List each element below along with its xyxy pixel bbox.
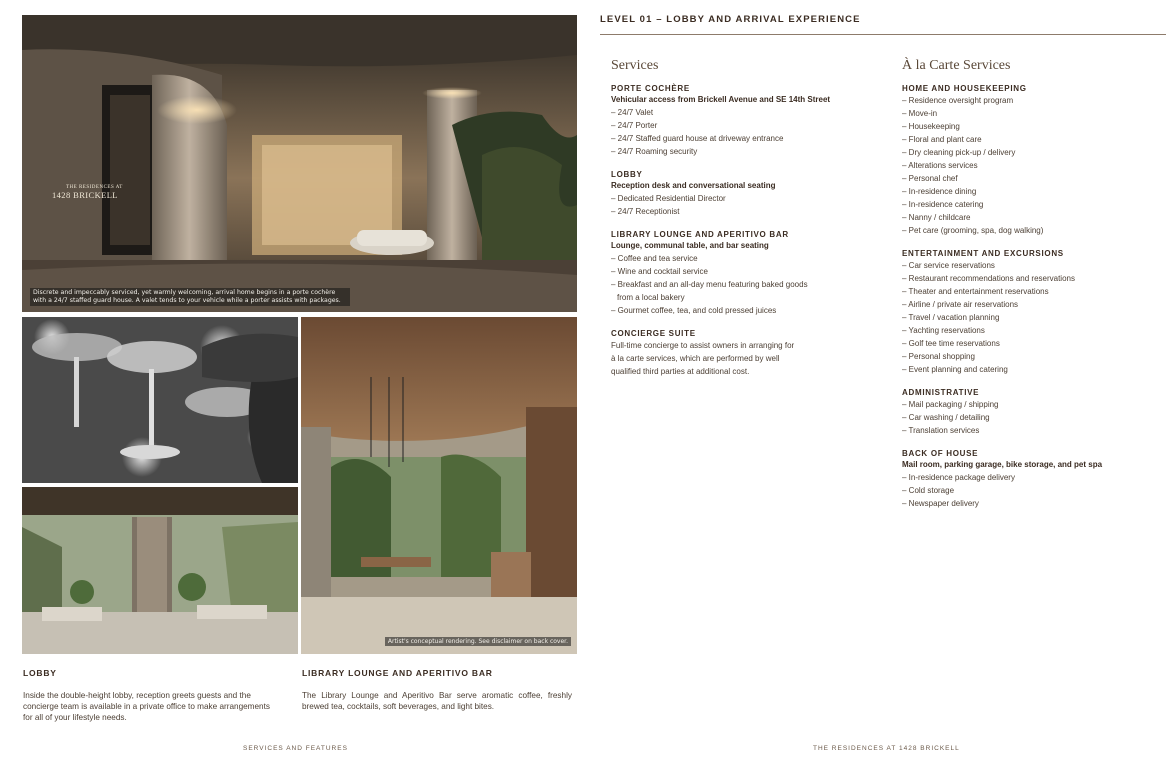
list-item: – Residence oversight program [902,96,1014,105]
lobby-photo [22,487,298,654]
concierge-line: Full-time concierge to assist owners in arranging for [611,341,795,350]
list-item: – 24/7 Porter [611,121,658,130]
alacarte-section [902,83,1164,237]
section-subtitle: Vehicular access from Brickell Avenue and SE 14th Street [611,95,831,104]
list-item: – 24/7 Roaming security [611,147,698,156]
list-item: – Housekeeping [902,122,960,131]
concierge-line: qualified third parties at additional cost. [611,367,750,376]
building-sign [52,185,123,200]
list-item: – Event planning and catering [902,365,1008,374]
lobby-caption-title: LOBBY [23,668,57,678]
section-title: ENTERTAINMENT AND EXCURSIONS [902,249,1064,258]
hero-caption: Discrete and impeccably serviced, yet warmly welcoming, arrival home begins in a porte cochère with a 24/7 staffed guard house. A valet tends to your vehicle while a porter assists with packages. [30,288,350,306]
list-item: – Alterations services [902,161,978,170]
list-item: – Personal chef [902,174,958,183]
section-title: LIBRARY LOUNGE AND APERITIVO BAR [611,230,789,239]
section-title: HOME AND HOUSEKEEPING [902,84,1027,93]
porte-cochere-photo [22,15,577,312]
section-subtitle: Reception desk and conversational seating [611,181,776,190]
list-item: – Car service reservations [902,261,995,270]
services-column [611,58,881,389]
list-item: – Breakfast and an all-day menu featuring baked goods [611,280,808,289]
section-title: BACK OF HOUSE [902,449,979,458]
section-title: PORTE COCHÈRE [611,84,690,93]
section-title: CONCIERGE SUITE [611,329,696,338]
title-divider [600,34,1166,35]
list-item: – 24/7 Valet [611,108,654,117]
list-item: – In-residence dining [902,187,977,196]
service-section [611,229,881,317]
list-item: – In-residence catering [902,200,984,209]
list-item: – Personal shopping [902,352,975,361]
section-title: LOBBY [611,170,643,179]
library-caption-title: LIBRARY LOUNGE AND APERITIVO BAR [302,668,493,678]
list-item: – Dry cleaning pick-up / delivery [902,148,1016,157]
list-item: – 24/7 Receptionist [611,207,680,216]
list-item: – Move-in [902,109,938,118]
list-item: – Restaurant recommendations and reservations [902,274,1075,283]
alacarte-section [902,448,1164,510]
list-item: – Coffee and tea service [611,254,698,263]
alacarte-column [902,58,1164,521]
page-title: LEVEL 01 – LOBBY AND ARRIVAL EXPERIENCE [600,14,861,25]
concierge-line: à la carte services, which are performed by well [611,354,780,363]
list-item: – Dedicated Residential Director [611,194,726,203]
list-item: – Wine and cocktail service [611,267,708,276]
sign-line-2: 1428 BRICKELL [52,190,118,200]
section-subtitle: Lounge, communal table, and bar seating [611,241,769,250]
list-item: – Cold storage [902,486,955,495]
champagne-glasses-photo [22,317,298,483]
list-item: – Yachting reservations [902,326,985,335]
rendering-disclaimer: Artist's conceptual rendering. See disclaimer on back cover. [385,637,571,646]
list-item: – Airline / private air reservations [902,300,1019,309]
list-item: – Mail packaging / shipping [902,400,999,409]
services-heading: Services [611,58,659,73]
sign-line-1: THE RESIDENCES AT [66,185,123,190]
list-item: – Nanny / childcare [902,213,971,222]
service-section [611,169,881,218]
list-item: – Floral and plant care [902,135,982,144]
library-caption-body: The Library Lounge and Aperitivo Bar serve aromatic coffee, freshly brewed tea, cocktails, soft beverages, and light bites. [302,691,572,711]
section-subtitle: Mail room, parking garage, bike storage, and pet spa [902,460,1103,469]
list-item: – Gourmet coffee, tea, and cold pressed juices [611,306,777,315]
list-item: – Pet care (grooming, spa, dog walking) [902,226,1044,235]
list-item: from a local bakery [617,293,685,302]
list-item: – Car washing / detailing [902,413,990,422]
alacarte-section [902,248,1164,376]
list-item: – Translation services [902,426,980,435]
lobby-caption-body: Inside the double-height lobby, reception greets guests and the concierge team is available in a private office to make arrangements for all of your lifestyle needs. [23,691,270,722]
list-item: – Golf tee time reservations [902,339,1000,348]
section-title: ADMINISTRATIVE [902,388,980,397]
alacarte-section [902,387,1164,437]
list-item: – Travel / vacation planning [902,313,1000,322]
service-section [611,83,881,158]
list-item: – Newspaper delivery [902,499,979,508]
concierge-section [611,328,881,378]
list-item: – In-residence package delivery [902,473,1015,482]
list-item: – 24/7 Staffed guard house at driveway entrance [611,134,784,143]
footer-left: SERVICES AND FEATURES [243,745,348,752]
library-lounge-photo [301,317,577,654]
alacarte-heading: À la Carte Services [902,58,1011,73]
footer-right: THE RESIDENCES AT 1428 BRICKELL [813,745,960,752]
list-item: – Theater and entertainment reservations [902,287,1049,296]
